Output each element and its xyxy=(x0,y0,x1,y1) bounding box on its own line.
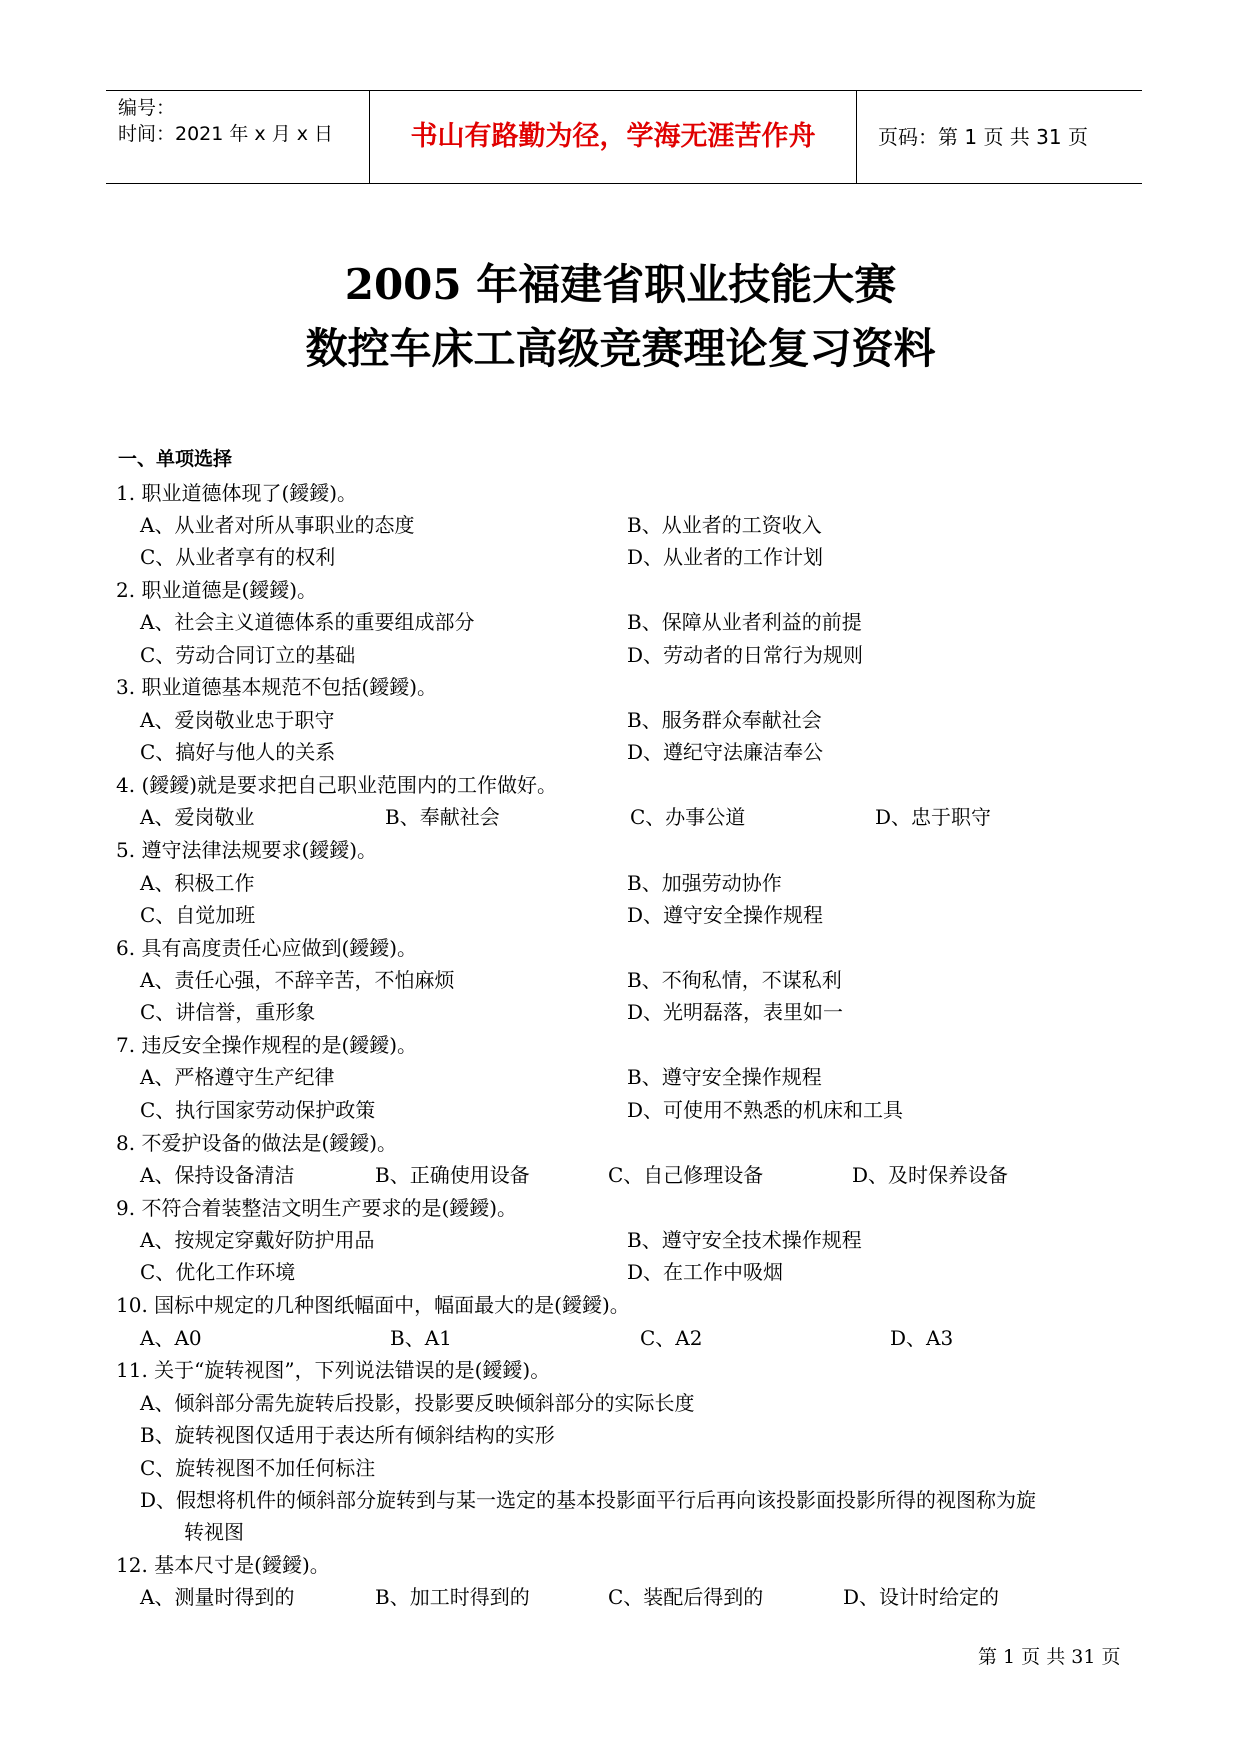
question-12: 12. 基本尺寸是(鑀鑀)。 xyxy=(116,1553,330,1577)
page-footer: 第 1 页 共 31 页 xyxy=(978,1646,1121,1668)
option-12a: A、测量时得到的 xyxy=(140,1585,295,1609)
option-12b: B、加工时得到的 xyxy=(375,1585,530,1609)
option-11b: B、旋转视图仅适用于表达所有倾斜结构的实形 xyxy=(140,1423,555,1447)
option-9c: C、优化工作环境 xyxy=(140,1260,296,1284)
option-10d: D、A3 xyxy=(890,1326,954,1350)
question-5: 5. 遵守法律法规要求(鑀鑀)。 xyxy=(116,838,378,862)
option-3b: B、服务群众奉献社会 xyxy=(627,708,822,732)
question-11: 11. 关于“旋转视图”，下列说法错误的是(鑀鑀)。 xyxy=(116,1358,551,1382)
option-6a: A、责任心强，不辞辛苦，不怕麻烦 xyxy=(140,968,455,992)
option-1c: C、从业者享有的权利 xyxy=(140,545,336,569)
question-2: 2. 职业道德是(鑀鑀)。 xyxy=(116,578,318,602)
option-5d: D、遵守安全操作规程 xyxy=(627,903,824,927)
option-8a: A、保持设备清洁 xyxy=(140,1163,295,1187)
option-2b: B、保障从业者利益的前提 xyxy=(627,610,862,634)
option-10a: A、A0 xyxy=(140,1326,202,1350)
question-6: 6. 具有高度责任心应做到(鑀鑀)。 xyxy=(116,936,418,960)
page-header xyxy=(106,90,1142,184)
option-5c: C、自觉加班 xyxy=(140,903,256,927)
section-heading: 一、单项选择 xyxy=(118,448,233,470)
option-3c: C、搞好与他人的关系 xyxy=(140,740,336,764)
question-7: 7. 违反安全操作规程的是(鑀鑀)。 xyxy=(116,1033,418,1057)
option-2a: A、社会主义道德体系的重要组成部分 xyxy=(140,610,475,634)
option-2d: D、劳动者的日常行为规则 xyxy=(627,643,864,667)
option-12c: C、装配后得到的 xyxy=(608,1585,764,1609)
option-4c: C、办事公道 xyxy=(630,805,746,829)
option-3a: A、爱岗敬业忠于职守 xyxy=(140,708,335,732)
option-1a: A、从业者对所从事职业的态度 xyxy=(140,513,415,537)
option-8c: C、自己修理设备 xyxy=(608,1163,764,1187)
option-11d: D、假想将机件的倾斜部分旋转到与某一选定的基本投影面平行后再向该投影面投影所得的视图称为旋 xyxy=(140,1488,1037,1512)
option-7d: D、可使用不熟悉的机床和工具 xyxy=(627,1098,904,1122)
option-11c: C、旋转视图不加任何标注 xyxy=(140,1456,376,1480)
option-2c: C、劳动合同订立的基础 xyxy=(140,643,356,667)
option-6c: C、讲信誉，重形象 xyxy=(140,1000,316,1024)
option-6d: D、光明磊落，表里如一 xyxy=(627,1000,844,1024)
question-8: 8. 不爱护设备的做法是(鑀鑀)。 xyxy=(116,1131,398,1155)
question-3: 3. 职业道德基本规范不包括(鑀鑀)。 xyxy=(116,675,438,699)
option-8d: D、及时保养设备 xyxy=(852,1163,1009,1187)
option-8b: B、正确使用设备 xyxy=(375,1163,530,1187)
option-10c: C、A2 xyxy=(640,1326,703,1350)
option-9a: A、按规定穿戴好防护用品 xyxy=(140,1228,375,1252)
option-3d: D、遵纪守法廉洁奉公 xyxy=(627,740,824,764)
option-7b: B、遵守安全操作规程 xyxy=(627,1065,822,1089)
title-line-2: 数控车床工高级竞赛理论复习资料 xyxy=(305,324,936,373)
time-label: 时间：2021 年 x 月 x 日 xyxy=(118,123,334,145)
question-10: 10. 国标中规定的几种图纸幅面中，幅面最大的是(鑀鑀)。 xyxy=(116,1293,630,1317)
option-6b: B、不徇私情，不谋私利 xyxy=(627,968,842,992)
question-1: 1. 职业道德体现了(鑀鑀)。 xyxy=(116,481,358,505)
option-5a: A、积极工作 xyxy=(140,871,255,895)
option-1b: B、从业者的工资收入 xyxy=(627,513,822,537)
option-1d: D、从业者的工作计划 xyxy=(627,545,824,569)
option-4a: A、爱岗敬业 xyxy=(140,805,255,829)
question-9: 9. 不符合着装整洁文明生产要求的是(鑀鑀)。 xyxy=(116,1196,518,1220)
option-5b: B、加强劳动协作 xyxy=(627,871,782,895)
option-11a: A、倾斜部分需先旋转后投影，投影要反映倾斜部分的实际长度 xyxy=(140,1391,695,1415)
option-4b: B、奉献社会 xyxy=(385,805,500,829)
option-4d: D、忠于职守 xyxy=(875,805,992,829)
number-label: 编号： xyxy=(118,97,176,119)
option-12d: D、设计时给定的 xyxy=(843,1585,1000,1609)
option-11d-continued: 转视图 xyxy=(184,1520,244,1544)
option-9d: D、在工作中吸烟 xyxy=(627,1260,784,1284)
header-meta-cell xyxy=(106,91,370,183)
title-line-1: 2005 年福建省职业技能大赛 xyxy=(344,260,897,309)
question-4: 4. (鑀鑀)就是要求把自己职业范围内的工作做好。 xyxy=(116,773,558,797)
header-page-code: 页码：第 1 页 共 31 页 xyxy=(878,125,1088,149)
option-10b: B、A1 xyxy=(390,1326,452,1350)
option-9b: B、遵守安全技术操作规程 xyxy=(627,1228,862,1252)
option-7c: C、执行国家劳动保护政策 xyxy=(140,1098,376,1122)
option-7a: A、严格遵守生产纪律 xyxy=(140,1065,335,1089)
header-motto: 书山有路勤为径，学海无涯苦作舟 xyxy=(370,91,857,183)
